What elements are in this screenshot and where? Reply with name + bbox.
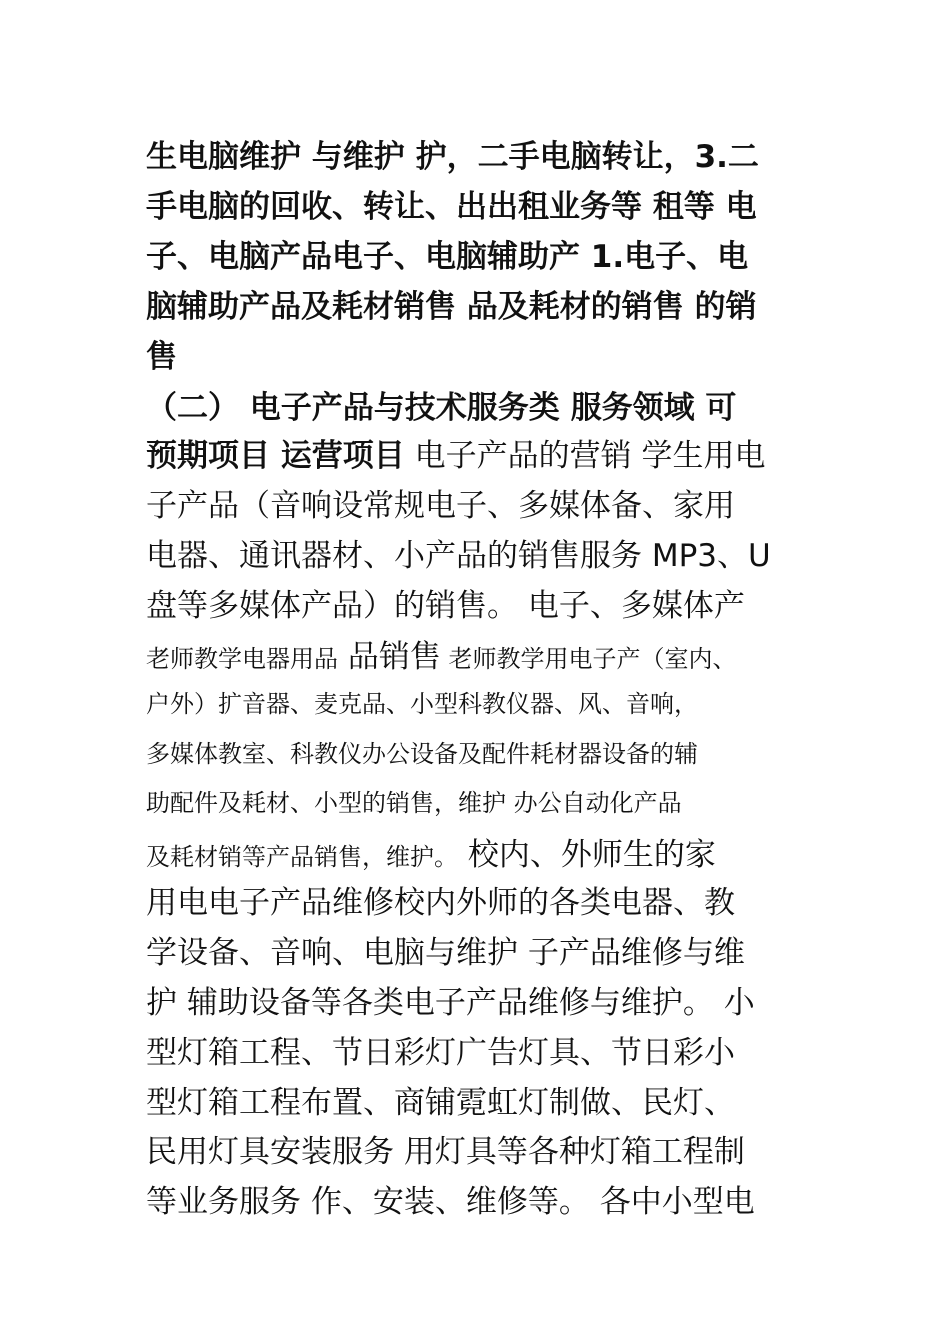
text-segment: 校内、外师生的家 xyxy=(458,837,716,873)
text-line-18: 护 辅助设备等各类电子产品维修与维护。 小 xyxy=(146,985,755,1021)
text-line-2: 手电脑的回收、转让、出出租业务等 租等 电 xyxy=(146,189,757,225)
text-line-3: 子、电脑产品电子、电脑辅助产 1.电子、电 xyxy=(146,239,749,275)
text-line-5: 售 xyxy=(146,339,177,375)
text-line-10: 盘等多媒体产品）的销售。 电子、多媒体产 xyxy=(146,588,745,624)
text-line-17: 学设备、音响、电脑与维护 子产品维修与维 xyxy=(146,935,745,971)
section-heading-cont: 预期项目 运营项目 xyxy=(146,438,405,474)
text-line-22: 等业务服务 作、安装、维修等。 各中小型电 xyxy=(146,1184,755,1220)
text-line-9: 电器、通讯器材、小产品的销售服务 MP3、U xyxy=(146,538,771,574)
text-segment: 老师教学用电子产（室内、 xyxy=(440,645,737,673)
text-line-19: 型灯箱工程、节日彩灯广告灯具、节日彩小 xyxy=(146,1035,735,1071)
text-line-13: 多媒体教室、科教仪办公设备及配件耗材器设备的辅 xyxy=(146,740,698,768)
text-segment: 电子产品的营销 学生用电 xyxy=(404,438,766,474)
text-line-14: 助配件及耗材、小型的销售，维护 办公自动化产品 xyxy=(146,789,682,817)
text-segment: 及耗材销等产品销售，维护。 xyxy=(146,843,458,871)
section-heading: （二） 电子产品与技术服务类 服务领域 可 xyxy=(146,390,737,426)
text-line-4: 脑辅助产品及耗材销售 品及耗材的销售 的销 xyxy=(146,289,757,325)
text-line-16: 用电电子产品维修校内外师的各类电器、教 xyxy=(146,885,735,921)
text-line-15 xyxy=(146,829,716,874)
text-line-1: 生电脑维护 与维护 护，二手电脑转让，3.二 xyxy=(146,139,759,175)
text-line-7 xyxy=(146,430,766,475)
text-line-21: 民用灯具安装服务 用灯具等各种灯箱工程制 xyxy=(146,1134,745,1170)
text-line-12: 户外）扩音器、麦克品、小型科教仪器、风、音响， xyxy=(146,690,698,718)
text-line-11 xyxy=(146,631,737,676)
text-segment: 老师教学电器用品 xyxy=(146,645,338,673)
text-segment: 品销售 xyxy=(338,639,441,675)
text-line-8: 子产品（音响设常规电子、多媒体备、家用 xyxy=(146,488,735,524)
text-line-20: 型灯箱工程布置、商铺霓虹灯制做、民灯、 xyxy=(146,1085,735,1121)
